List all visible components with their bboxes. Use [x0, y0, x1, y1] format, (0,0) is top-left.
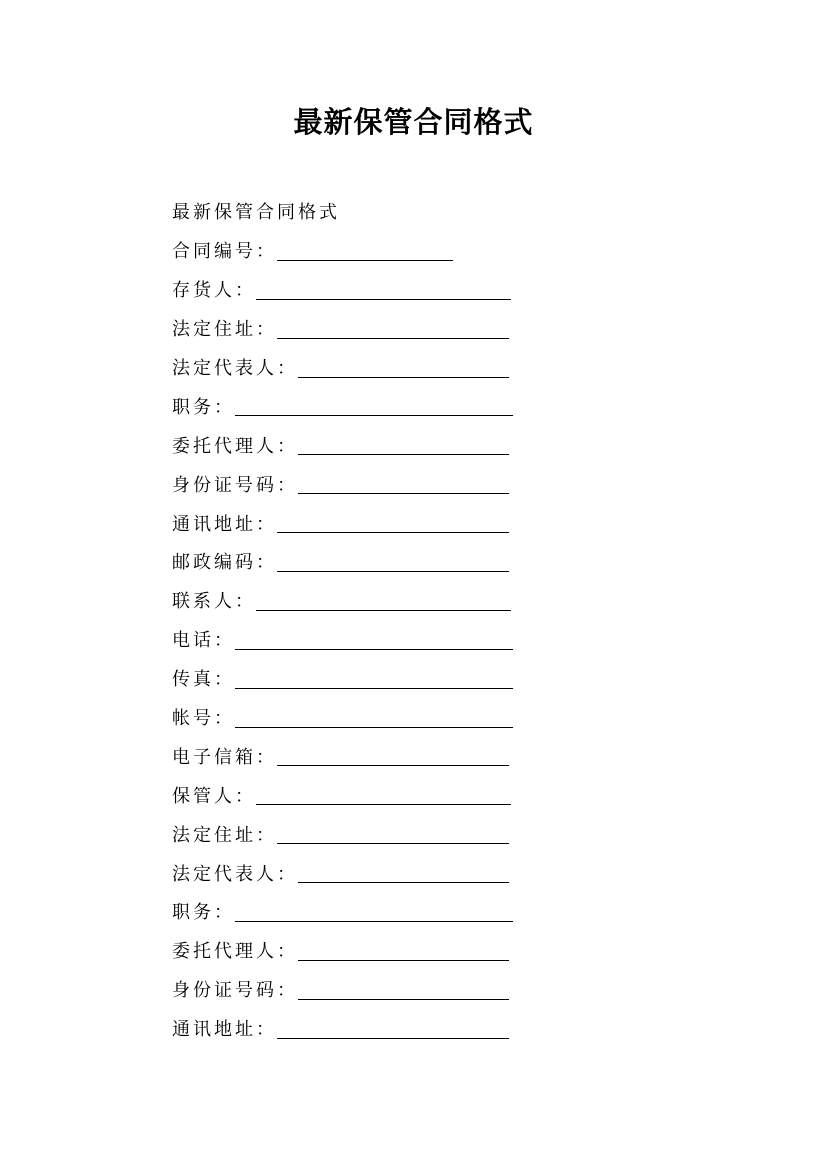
field-legal-address-2 — [172, 814, 532, 853]
fill-in-blank — [277, 1018, 509, 1039]
fill-in-blank — [235, 395, 513, 416]
field-label: 职务： — [172, 902, 235, 924]
fill-in-blank — [256, 279, 511, 300]
field-label: 合同编号： — [172, 241, 277, 263]
fill-in-blank — [277, 512, 509, 533]
field-id-number — [172, 464, 532, 503]
field-label: 帐号： — [172, 708, 235, 730]
fill-in-blank — [277, 240, 453, 261]
fill-in-blank — [298, 979, 509, 1000]
field-label: 法定代表人： — [172, 863, 298, 885]
fill-in-blank — [298, 940, 509, 961]
field-label: 职务： — [172, 396, 235, 418]
fill-in-blank — [277, 551, 509, 572]
fill-in-blank — [277, 318, 509, 339]
field-agent-2 — [172, 931, 532, 970]
field-label: 传真： — [172, 669, 235, 691]
fill-in-blank — [235, 901, 513, 922]
field-depositor — [172, 270, 532, 309]
field-label: 身份证号码： — [172, 474, 298, 496]
fill-in-blank — [235, 707, 513, 728]
field-label: 委托代理人： — [172, 435, 298, 457]
fill-in-blank — [298, 434, 509, 455]
intro-line — [172, 192, 532, 231]
fill-in-blank — [235, 668, 513, 689]
intro-text: 最新保管合同格式 — [172, 202, 340, 224]
fill-in-blank — [235, 629, 513, 650]
field-phone — [172, 620, 532, 659]
field-label: 电子信箱： — [172, 746, 277, 768]
field-email — [172, 736, 532, 775]
field-label: 法定代表人： — [172, 358, 298, 379]
field-label: 保管人： — [172, 785, 256, 807]
field-label: 委托代理人： — [172, 941, 298, 963]
field-label: 通讯地址： — [172, 513, 277, 535]
document-title: 最新保管合同格式 — [293, 105, 534, 139]
field-agent — [172, 425, 532, 464]
field-legal-address — [172, 309, 532, 348]
field-custodian — [172, 775, 532, 814]
field-label: 邮政编码： — [172, 552, 277, 574]
fill-in-blank — [277, 745, 509, 766]
field-label: 存货人： — [172, 280, 256, 302]
field-label: 电话： — [172, 630, 235, 652]
field-label: 法定住址： — [172, 824, 277, 846]
fill-in-blank — [277, 823, 509, 844]
field-legal-representative-2 — [172, 853, 532, 892]
field-fax — [172, 659, 532, 698]
fill-in-blank — [298, 473, 509, 494]
fill-in-blank — [256, 590, 511, 611]
field-mailing-address — [172, 503, 532, 542]
field-position-2 — [172, 892, 532, 931]
document-body — [172, 192, 532, 1048]
field-position — [172, 386, 532, 425]
fill-in-blank — [256, 784, 511, 805]
fill-in-blank — [298, 862, 509, 883]
field-legal-representative — [172, 348, 532, 387]
field-label: 法定住址： — [172, 319, 277, 341]
field-contract-number — [172, 231, 532, 270]
field-id-number-2 — [172, 970, 532, 1009]
field-mailing-address-2 — [172, 1009, 532, 1048]
field-label: 身份证号码： — [172, 980, 298, 1002]
field-contact-person — [172, 581, 532, 620]
fill-in-blank — [298, 357, 509, 378]
field-label: 联系人： — [172, 591, 256, 613]
field-postal-code — [172, 542, 532, 581]
field-account — [172, 698, 532, 737]
field-label: 通讯地址： — [172, 1019, 277, 1041]
